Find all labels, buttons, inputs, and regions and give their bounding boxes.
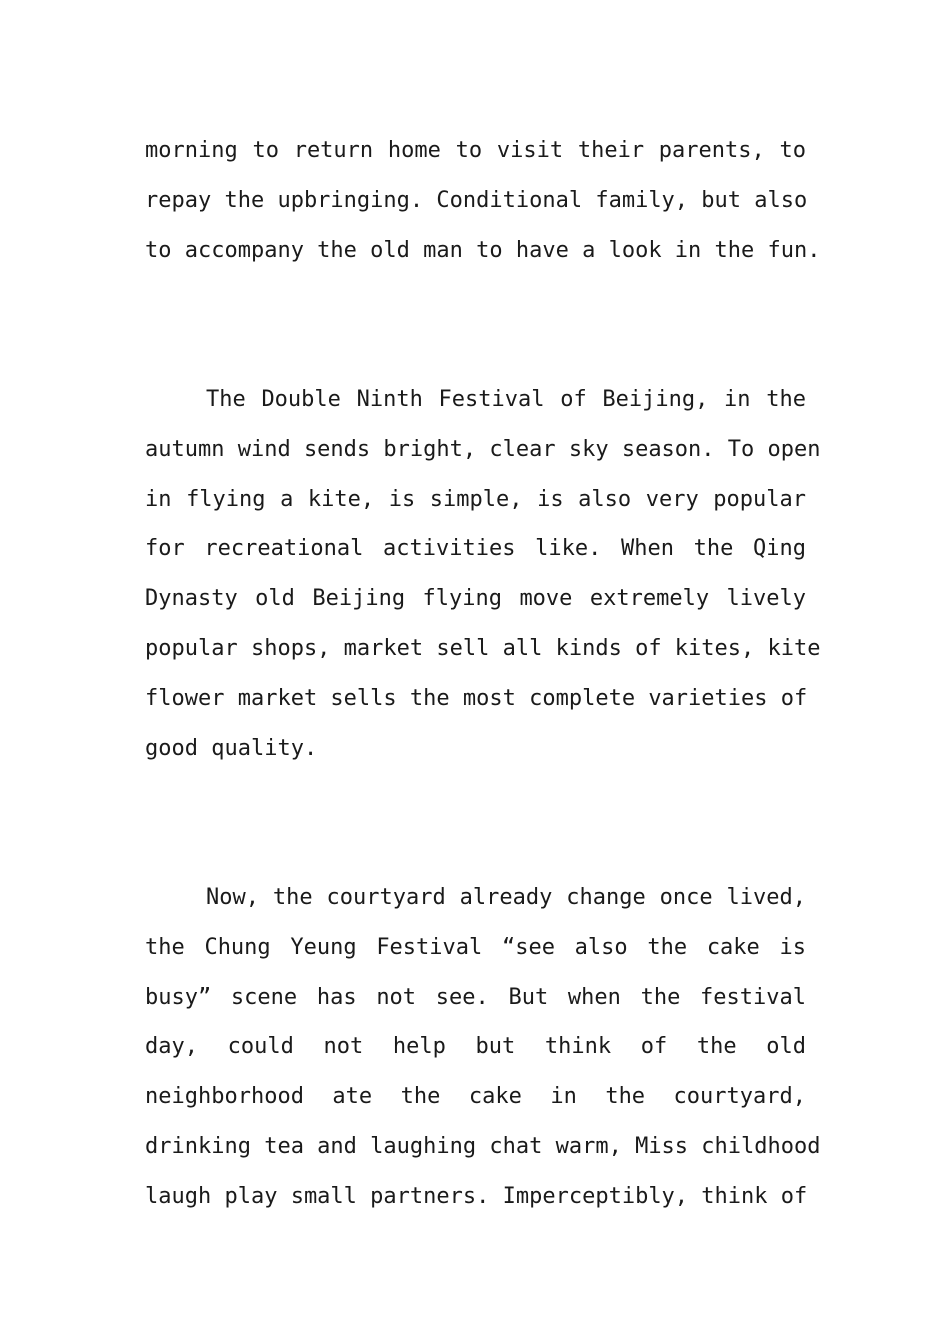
text-line: repay the upbringing. Conditional family, but also (145, 187, 808, 213)
text-line: to accompany the old man to have a look in the fun. (145, 237, 821, 263)
text-line: Dynasty old Beijing flying move extremely lively (145, 586, 806, 612)
text-line: day, could not help but think of the old (145, 1034, 806, 1060)
text-line: Now, the courtyard already change once lived, (206, 885, 806, 910)
text-line: for recreational activities like. When the Qing (145, 536, 806, 562)
paragraph-courtyard-memories (145, 873, 821, 1222)
text-line: laugh play small partners. Imperceptibly, think of (145, 1183, 808, 1209)
text-line: in flying a kite, is simple, is also very popular (145, 486, 806, 512)
paragraph-parents-visit (145, 126, 821, 275)
text-line: good quality. (145, 735, 318, 761)
paragraph-beijing-kites (145, 375, 821, 773)
text-line: The Double Ninth Festival of Beijing, in the (206, 387, 806, 412)
text-line: flower market sells the most complete varieties of (145, 685, 808, 711)
text-line: the Chung Yeung Festival “see also the cake is (145, 934, 806, 960)
text-line: autumn wind sends bright, clear sky season. To open (145, 436, 821, 462)
text-line: neighborhood ate the cake in the courtyard, (145, 1084, 806, 1110)
text-line: morning to return home to visit their parents, to (145, 138, 806, 163)
text-line: drinking tea and laughing chat warm, Miss childhood (145, 1133, 821, 1159)
text-line: busy” scene has not see. But when the festival (145, 984, 806, 1010)
text-line: popular shops, market sell all kinds of kites, kite (145, 635, 821, 661)
